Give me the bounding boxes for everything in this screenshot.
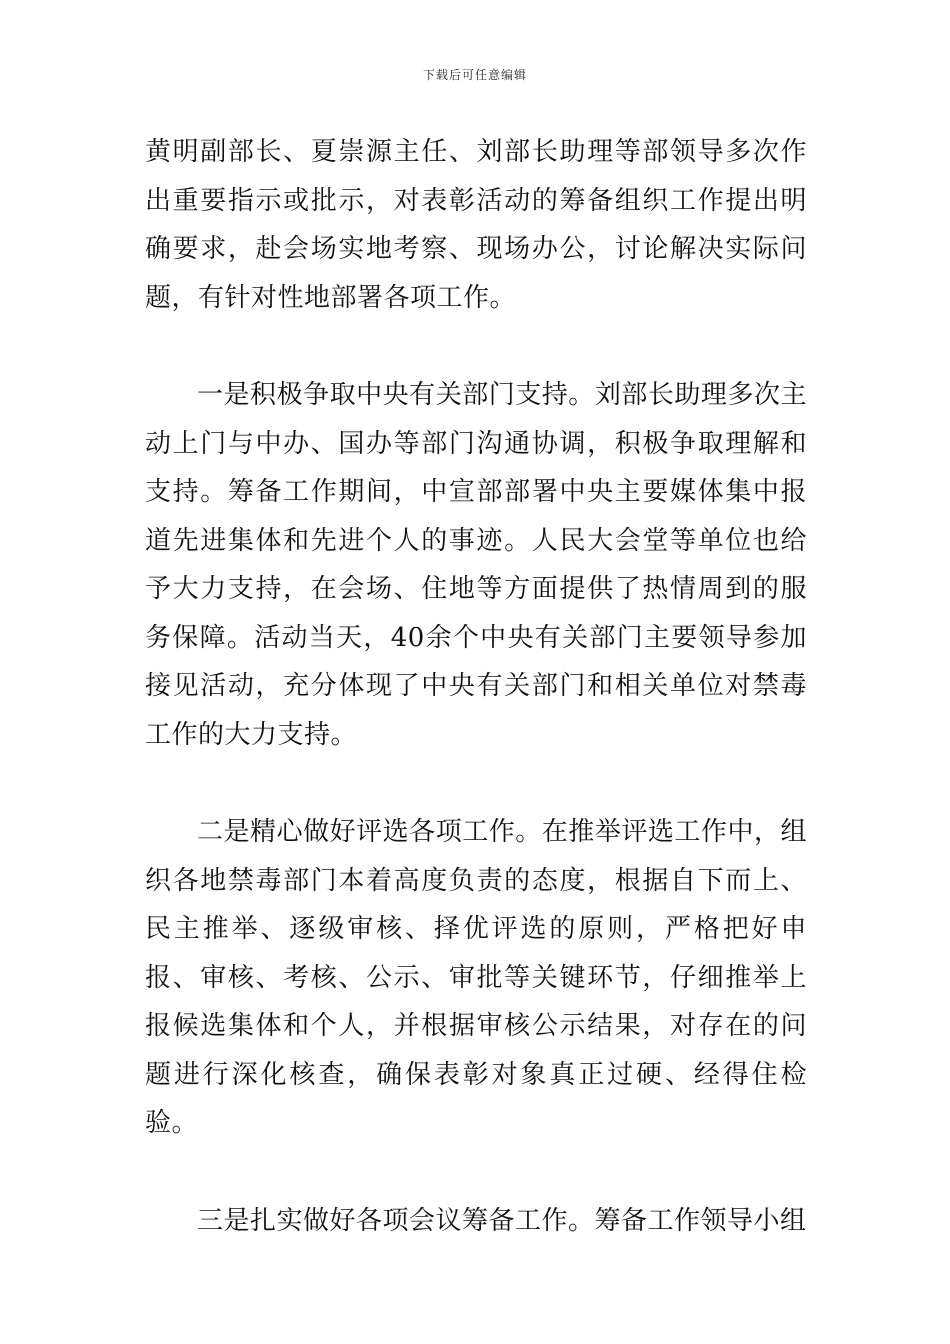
- document-body: [145, 128, 807, 1294]
- paragraph-selection-work: 二是精心做好评选各项工作。在推举评选工作中，组织各地禁毒部门本着高度负责的态度，根据自下而上、民主推举、逐级审核、择优评选的原则，严格把好申报、审核、考核、公示、审批等关键环节，仔细推举上报候选集体和个人，并根据审核公示结果，对存在的问题进行深化核查，确保表彰对象真正过硬、经得住检验。: [145, 817, 807, 1138]
- header-note: 下载后可任意编辑: [422, 68, 527, 82]
- paragraph-meeting-preparation: 三是扎实做好各项会议筹备工作。筹备工作领导小组: [197, 1205, 807, 1236]
- paragraph-leadership: 黄明副部长、夏崇源主任、刘部长助理等部领导多次作出重要指示或批示，对表彰活动的筹备组织工作提出明确要求，赴会场实地考察、现场办公，讨论解决实际问题，有针对性地部署各项工作。: [145, 137, 807, 313]
- paragraph-central-support: 一是积极争取中央有关部门支持。刘部长助理多次主动上门与中办、国办等部门沟通协调，积极争取理解和支持。筹备工作期间，中宣部部署中央主要媒体集中报道先进集体和先进个人的事迹。人民大会堂等单位也给予大力支持，在会场、住地等方面提供了热情周到的服务保障。活动当天，40余个中央有关部门主要领导参加接见活动，充分体现了中央有关部门和相关单位对禁毒工作的大力支持。: [145, 380, 807, 750]
